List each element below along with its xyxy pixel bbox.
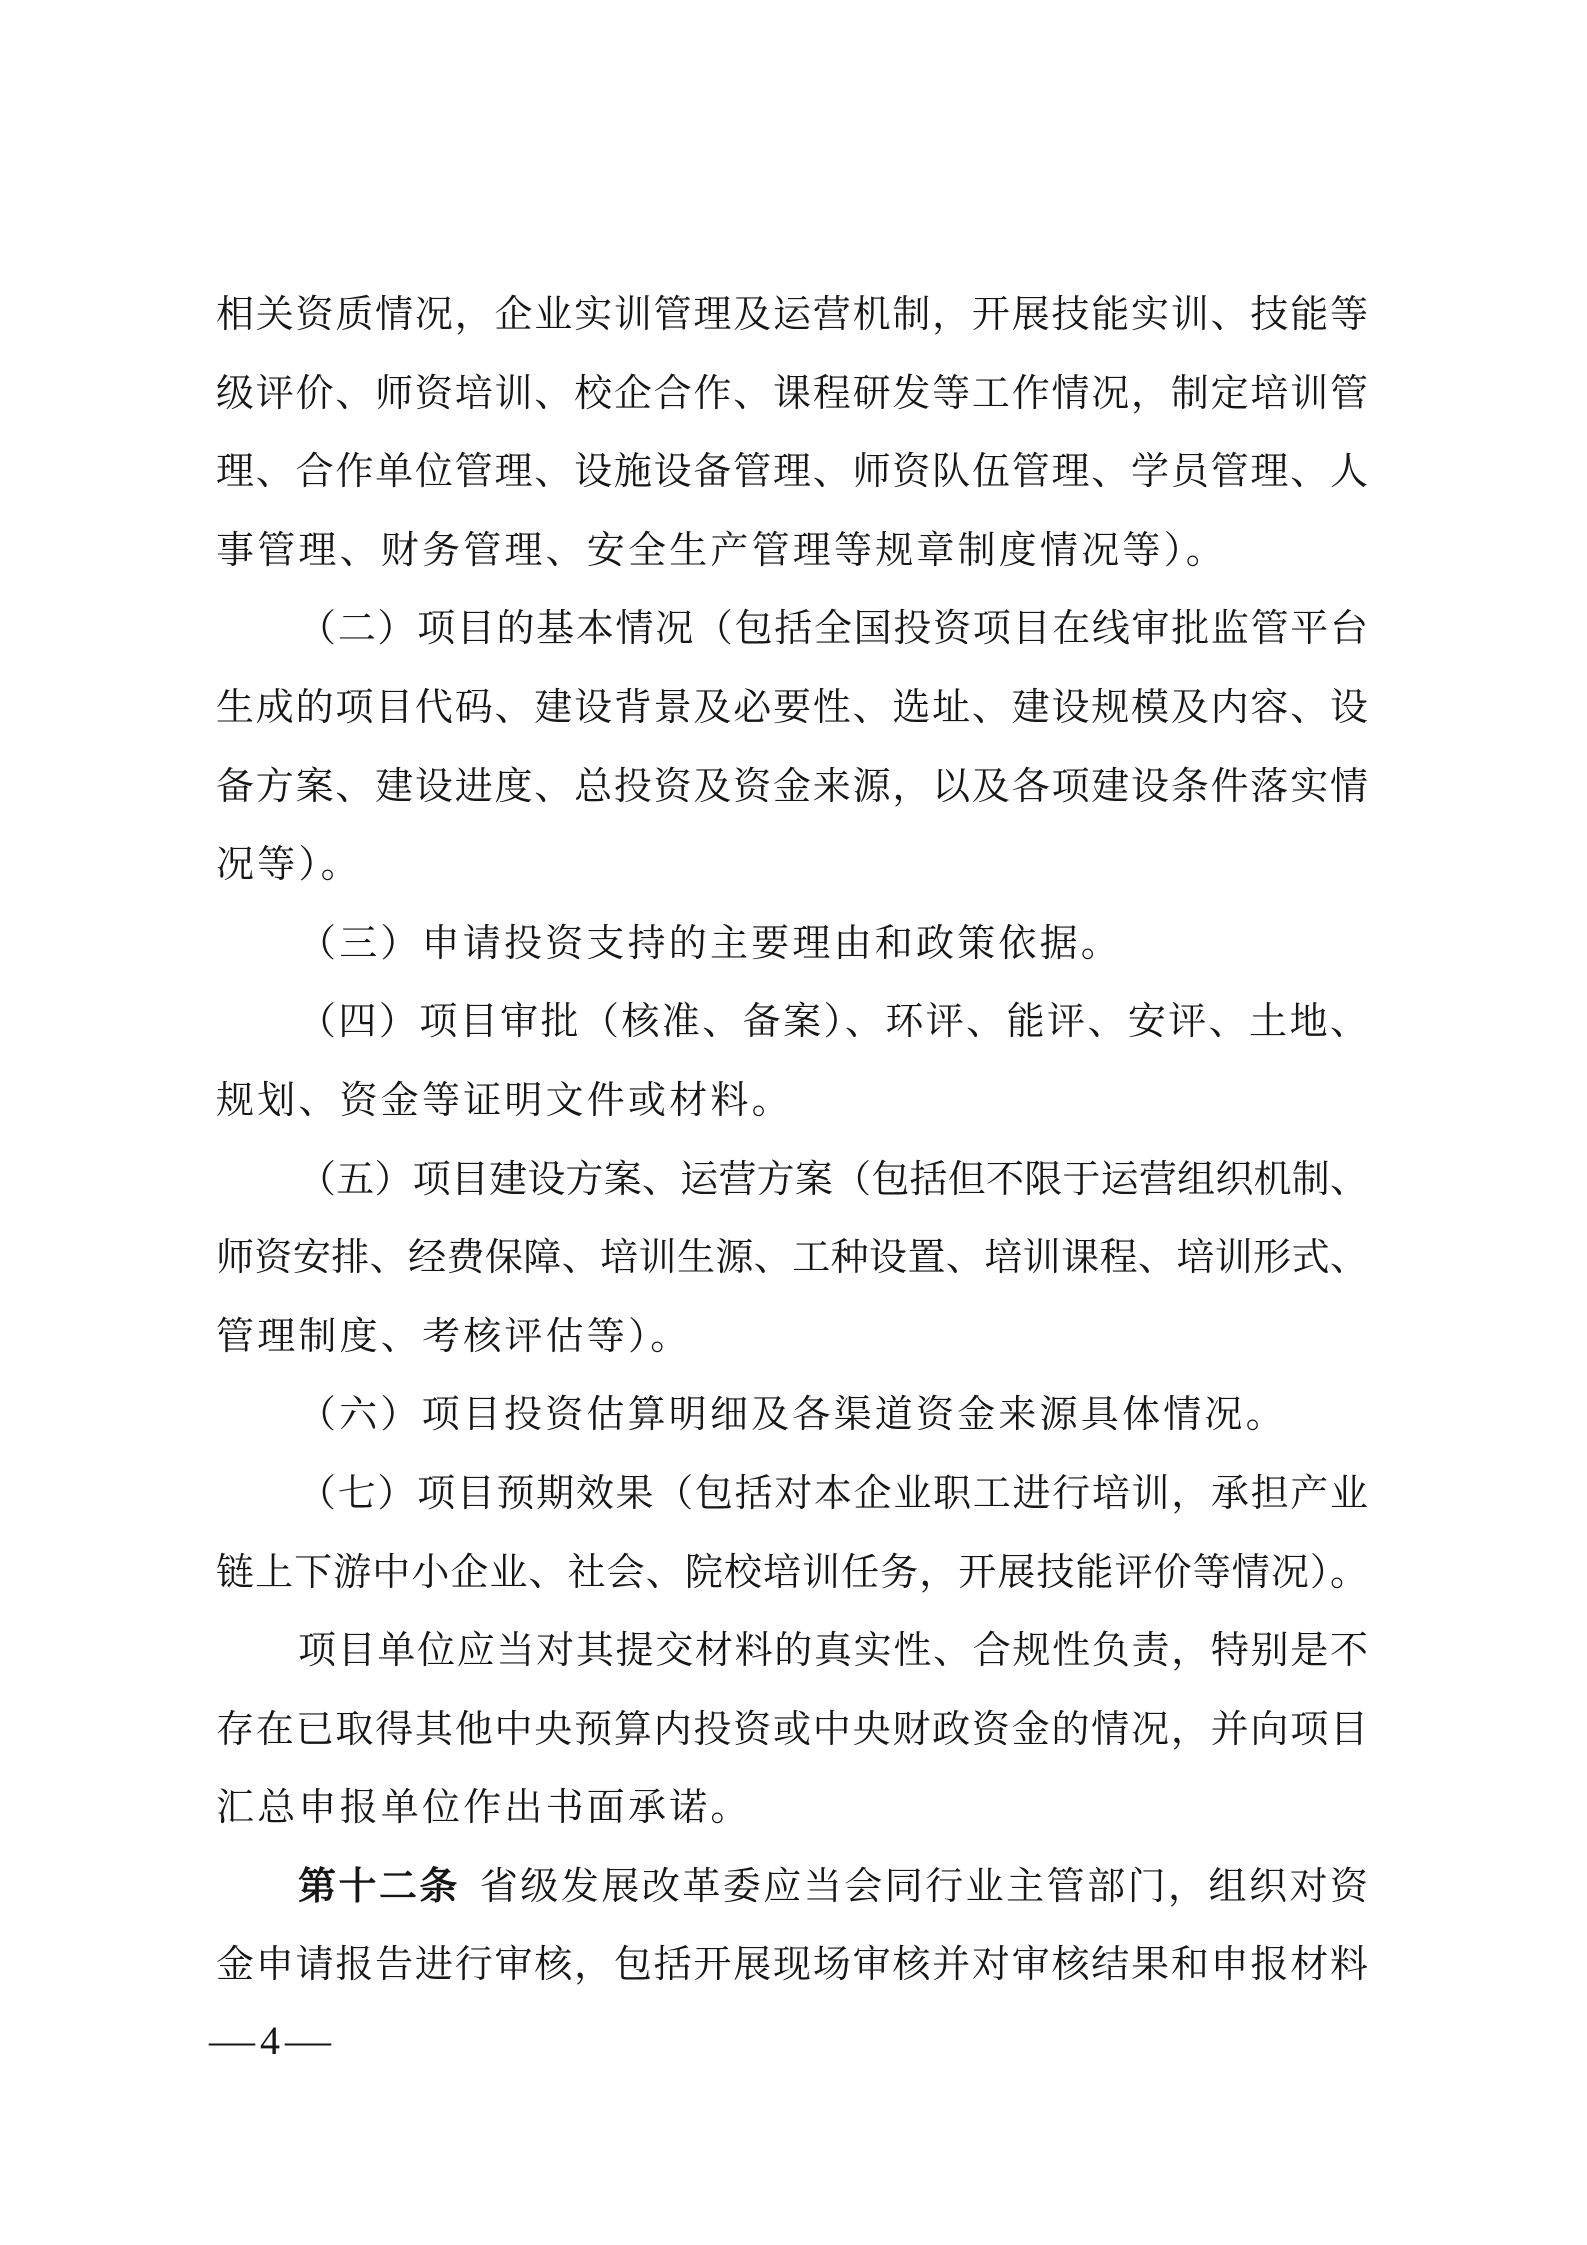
text-line: 备方案、建设进度、总投资及资金来源，以及各项建设条件落实情 — [216, 765, 1368, 808]
text-line: （二）项目的基本情况（包括全国投资项目在线审批监管平台 — [298, 608, 1368, 651]
page-footer — [209, 2017, 331, 2063]
text-line: （七）项目预期效果（包括对本企业职工进行培训，承担产业 — [298, 1472, 1368, 1515]
text-line: （五）项目建设方案、运营方案（包括但不限于运营组织机制、 — [298, 1158, 1368, 1201]
text-line: （三）申请投资支持的主要理由和政策依据。 — [298, 922, 1123, 965]
article-number: 第十二条 — [298, 1865, 460, 1908]
text-line: 理、合作单位管理、设施设备管理、师资队伍管理、学员管理、人 — [216, 451, 1368, 494]
text-line: 存在已取得其他中央预算内投资或中央财政资金的情况，并向项目 — [216, 1708, 1368, 1751]
text-line: 师资安排、经费保障、培训生源、工种设置、培训课程、培训形式、 — [216, 1237, 1368, 1280]
text-line: （四）项目审批（核准、备案）、环评、能评、安评、土地、 — [298, 1001, 1368, 1044]
text-line: 金申请报告进行审核，包括开展现场审核并对审核结果和申报材料 — [216, 1944, 1368, 1987]
footer-dash-right: — — [285, 2017, 331, 2063]
text-line: 链上下游中小企业、社会、院校培训任务，开展技能评价等情况）。 — [216, 1551, 1368, 1594]
text-line: 项目单位应当对其提交材料的真实性、合规性负责，特别是不 — [298, 1630, 1368, 1673]
text-line: 事管理、财务管理、安全生产管理等规章制度情况等）。 — [216, 529, 1228, 572]
document-body — [216, 276, 1368, 2005]
page-number: 4 — [260, 2017, 280, 2063]
text-line: 规划、资金等证明文件或材料。 — [216, 1079, 793, 1122]
text-line: （六）项目投资估算明细及各渠道资金来源具体情况。 — [298, 1394, 1287, 1437]
text-line: 汇总申报单位作出书面承诺。 — [216, 1787, 752, 1830]
text-line: 管理制度、考核评估等）。 — [216, 1315, 692, 1358]
text-line: 况等）。 — [216, 844, 362, 887]
text-line: 第十二条 省级发展改革委应当会同行业主管部门，组织对资 — [298, 1865, 1368, 1908]
text-line: 生成的项目代码、建设背景及必要性、选址、建设规模及内容、设 — [216, 686, 1368, 729]
text-line: 级评价、师资培训、校企合作、课程研发等工作情况，制定培训管 — [216, 372, 1368, 415]
text-line: 相关资质情况，企业实训管理及运营机制，开展技能实训、技能等 — [216, 294, 1368, 336]
footer-dash-left: — — [209, 2017, 255, 2063]
